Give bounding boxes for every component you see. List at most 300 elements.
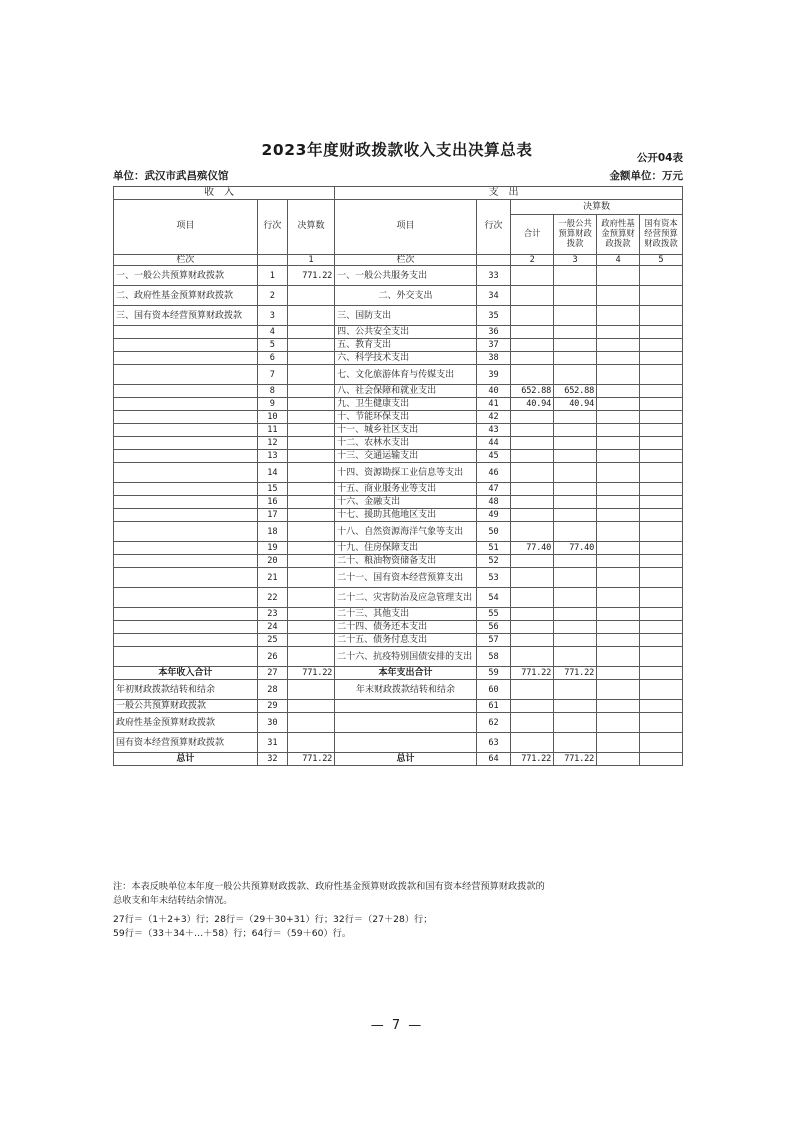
colno-income-rowno [257, 254, 287, 266]
income-item-cell [114, 509, 258, 522]
expenditure-total-cell [511, 424, 554, 437]
income-final-cell [287, 286, 334, 306]
income-final-cell [287, 568, 334, 588]
col-header-exp-state-capital: 国有资本经营预算财政拨款 [640, 214, 683, 254]
col-header-exp-gov-fund: 政府性基金预算财政拨款 [597, 214, 640, 254]
income-rowno-cell: 30 [257, 713, 287, 733]
table-row [114, 634, 683, 647]
expenditure-general-public-cell [554, 713, 597, 733]
income-final-cell: 771.22 [287, 266, 334, 286]
income-final-cell [287, 365, 334, 385]
income-item-cell: 三、国有资本经营预算财政拨款 [114, 306, 258, 326]
expenditure-gov-fund-cell [597, 483, 640, 496]
expenditure-item-cell: 二十一、国有资本经营预算支出 [335, 568, 477, 588]
expenditure-rowno-cell: 58 [476, 647, 510, 667]
expenditure-gov-fund-cell [597, 286, 640, 306]
expenditure-rowno-cell: 61 [476, 700, 510, 713]
expenditure-state-capital-cell [640, 509, 683, 522]
expenditure-general-public-cell [554, 733, 597, 753]
income-rowno-cell: 27 [257, 667, 287, 680]
expenditure-total-cell [511, 621, 554, 634]
income-rowno-cell: 20 [257, 555, 287, 568]
income-final-cell: 771.22 [287, 667, 334, 680]
expenditure-general-public-cell [554, 411, 597, 424]
expenditure-rowno-cell: 45 [476, 450, 510, 463]
table-row [114, 713, 683, 733]
expenditure-general-public-cell [554, 634, 597, 647]
table-row [114, 266, 683, 286]
income-item-cell [114, 450, 258, 463]
income-item-cell [114, 437, 258, 450]
expenditure-state-capital-cell [640, 306, 683, 326]
expenditure-total-cell [511, 713, 554, 733]
expenditure-item-cell: 十七、援助其他地区支出 [335, 509, 477, 522]
expenditure-item-cell: 二十六、抗疫特别国债安排的支出 [335, 647, 477, 667]
income-final-cell [287, 555, 334, 568]
expenditure-state-capital-cell [640, 522, 683, 542]
expenditure-total-cell [511, 522, 554, 542]
expenditure-general-public-cell [554, 680, 597, 700]
expenditure-rowno-cell: 40 [476, 385, 510, 398]
table-row [114, 621, 683, 634]
table-row [114, 522, 683, 542]
expenditure-rowno-cell: 47 [476, 483, 510, 496]
expenditure-item-cell: 二、外交支出 [335, 286, 477, 306]
expenditure-gov-fund-cell [597, 608, 640, 621]
table-row [114, 365, 683, 385]
expenditure-general-public-cell [554, 555, 597, 568]
expenditure-rowno-cell: 35 [476, 306, 510, 326]
table-row [114, 542, 683, 555]
expenditure-gov-fund-cell [597, 339, 640, 352]
expenditure-general-public-cell [554, 647, 597, 667]
expenditure-gov-fund-cell [597, 411, 640, 424]
income-final-cell [287, 437, 334, 450]
expenditure-rowno-cell: 36 [476, 326, 510, 339]
income-rowno-cell: 28 [257, 680, 287, 700]
expenditure-rowno-cell: 64 [476, 753, 510, 766]
income-final-cell [287, 621, 334, 634]
expenditure-state-capital-cell [640, 667, 683, 680]
table-row [114, 588, 683, 608]
income-rowno-cell: 12 [257, 437, 287, 450]
expenditure-total-cell [511, 483, 554, 496]
expenditure-rowno-cell: 57 [476, 634, 510, 647]
table-row [114, 568, 683, 588]
expenditure-state-capital-cell [640, 542, 683, 555]
expenditure-gov-fund-cell [597, 522, 640, 542]
expenditure-state-capital-cell [640, 483, 683, 496]
col-header-income-final: 决算数 [287, 199, 334, 254]
income-item-cell [114, 483, 258, 496]
expenditure-total-cell: 771.22 [511, 667, 554, 680]
expenditure-total-cell [511, 266, 554, 286]
expenditure-item-cell: 十三、交通运输支出 [335, 450, 477, 463]
col-header-exp-general-public: 一般公共预算财政拨款 [554, 214, 597, 254]
expenditure-state-capital-cell [640, 634, 683, 647]
income-item-cell [114, 647, 258, 667]
col-header-income-item: 项目 [114, 199, 258, 254]
expenditure-general-public-cell: 771.22 [554, 753, 597, 766]
expenditure-state-capital-cell [640, 496, 683, 509]
expenditure-general-public-cell [554, 352, 597, 365]
income-rowno-cell: 19 [257, 542, 287, 555]
income-item-cell [114, 522, 258, 542]
income-rowno-cell: 14 [257, 463, 287, 483]
expenditure-general-public-cell: 77.40 [554, 542, 597, 555]
expenditure-state-capital-cell [640, 463, 683, 483]
table-row [114, 667, 683, 680]
income-final-cell [287, 713, 334, 733]
expenditure-gov-fund-cell [597, 398, 640, 411]
column-number-row [114, 254, 683, 266]
table-row [114, 411, 683, 424]
income-final-cell [287, 542, 334, 555]
income-rowno-cell: 2 [257, 286, 287, 306]
footnote-formula-2: 59行＝（33＋34＋…＋58）行；64行＝（59＋60）行。 [113, 927, 352, 939]
unit-label: 单位：武汉市武昌殡仪馆 [113, 170, 229, 182]
income-final-cell [287, 483, 334, 496]
footnotes [113, 880, 691, 941]
expenditure-item-cell: 十、节能环保支出 [335, 411, 477, 424]
expenditure-state-capital-cell [640, 385, 683, 398]
income-item-cell [114, 634, 258, 647]
table-row [114, 352, 683, 365]
expenditure-general-public-cell [554, 621, 597, 634]
income-rowno-cell: 29 [257, 700, 287, 713]
expenditure-rowno-cell: 39 [476, 365, 510, 385]
expenditure-state-capital-cell [640, 450, 683, 463]
expenditure-gov-fund-cell [597, 555, 640, 568]
expenditure-item-cell: 四、公共安全支出 [335, 326, 477, 339]
expenditure-gov-fund-cell [597, 326, 640, 339]
income-rowno-cell: 18 [257, 522, 287, 542]
income-final-cell [287, 608, 334, 621]
expenditure-rowno-cell: 46 [476, 463, 510, 483]
income-final-cell [287, 385, 334, 398]
expenditure-state-capital-cell [640, 339, 683, 352]
expenditure-gov-fund-cell [597, 424, 640, 437]
expenditure-item-cell: 三、国防支出 [335, 306, 477, 326]
expenditure-item-cell: 二十三、其他支出 [335, 608, 477, 621]
expenditure-rowno-cell: 42 [476, 411, 510, 424]
income-item-cell: 总计 [114, 753, 258, 766]
expenditure-state-capital-cell [640, 286, 683, 306]
expenditure-total-cell [511, 496, 554, 509]
table-row [114, 555, 683, 568]
expenditure-state-capital-cell [640, 398, 683, 411]
colno-label-income: 栏次 [114, 254, 258, 266]
expenditure-general-public-cell [554, 326, 597, 339]
expenditure-gov-fund-cell [597, 568, 640, 588]
expenditure-item-cell [335, 700, 477, 713]
expenditure-rowno-cell: 37 [476, 339, 510, 352]
expenditure-item-cell: 九、卫生健康支出 [335, 398, 477, 411]
expenditure-total-cell [511, 634, 554, 647]
expenditure-state-capital-cell [640, 700, 683, 713]
income-rowno-cell: 5 [257, 339, 287, 352]
income-item-cell [114, 463, 258, 483]
expenditure-general-public-cell [554, 588, 597, 608]
income-item-cell [114, 542, 258, 555]
expenditure-general-public-cell [554, 463, 597, 483]
expenditure-item-cell: 十八、自然资源海洋气象等支出 [335, 522, 477, 542]
income-rowno-cell: 9 [257, 398, 287, 411]
table-row [114, 450, 683, 463]
expenditure-item-cell: 二十、粮油物资储备支出 [335, 555, 477, 568]
expenditure-total-cell [511, 411, 554, 424]
expenditure-gov-fund-cell [597, 463, 640, 483]
expenditure-total-cell [511, 326, 554, 339]
expenditure-item-cell: 二十四、债务还本支出 [335, 621, 477, 634]
expenditure-total-cell [511, 647, 554, 667]
expenditure-gov-fund-cell [597, 647, 640, 667]
income-rowno-cell: 15 [257, 483, 287, 496]
expenditure-gov-fund-cell [597, 306, 640, 326]
expenditure-general-public-cell [554, 509, 597, 522]
expenditure-total-cell [511, 588, 554, 608]
income-item-cell: 一般公共预算财政拨款 [114, 700, 258, 713]
col-header-income-rowno: 行次 [257, 199, 287, 254]
expenditure-total-cell [511, 608, 554, 621]
expenditure-total-cell [511, 306, 554, 326]
expenditure-total-cell [511, 509, 554, 522]
col-header-exp-item: 项目 [335, 199, 477, 254]
expenditure-gov-fund-cell [597, 621, 640, 634]
expenditure-state-capital-cell [640, 621, 683, 634]
income-final-cell [287, 339, 334, 352]
income-rowno-cell: 11 [257, 424, 287, 437]
expenditure-total-cell: 771.22 [511, 753, 554, 766]
expenditure-general-public-cell [554, 522, 597, 542]
expenditure-total-cell [511, 352, 554, 365]
expenditure-rowno-cell: 52 [476, 555, 510, 568]
expenditure-item-cell: 一、一般公共服务支出 [335, 266, 477, 286]
income-rowno-cell: 23 [257, 608, 287, 621]
expenditure-rowno-cell: 50 [476, 522, 510, 542]
income-item-cell [114, 424, 258, 437]
expenditure-state-capital-cell [640, 424, 683, 437]
banner-row [114, 187, 683, 200]
expenditure-item-cell: 十四、资源勘探工业信息等支出 [335, 463, 477, 483]
expenditure-state-capital-cell [640, 647, 683, 667]
income-rowno-cell: 16 [257, 496, 287, 509]
table-row [114, 385, 683, 398]
income-rowno-cell: 32 [257, 753, 287, 766]
expenditure-general-public-cell: 40.94 [554, 398, 597, 411]
expenditure-rowno-cell: 60 [476, 680, 510, 700]
expenditure-rowno-cell: 49 [476, 509, 510, 522]
form-code-label: 公开04表 [636, 152, 683, 164]
expenditure-rowno-cell: 55 [476, 608, 510, 621]
expenditure-general-public-cell [554, 437, 597, 450]
income-item-cell: 年初财政拨款结转和结余 [114, 680, 258, 700]
budget-summary-table [113, 186, 683, 766]
expenditure-gov-fund-cell [597, 385, 640, 398]
income-rowno-cell: 24 [257, 621, 287, 634]
expenditure-gov-fund-cell [597, 733, 640, 753]
expenditure-total-cell [511, 568, 554, 588]
expenditure-rowno-cell: 38 [476, 352, 510, 365]
expenditure-gov-fund-cell [597, 667, 640, 680]
income-item-cell: 政府性基金预算财政拨款 [114, 713, 258, 733]
income-final-cell [287, 588, 334, 608]
income-banner: 收入 [114, 187, 335, 200]
income-item-cell [114, 496, 258, 509]
income-final-cell [287, 496, 334, 509]
expenditure-total-cell: 652.88 [511, 385, 554, 398]
meta-row [113, 168, 683, 182]
income-item-cell [114, 365, 258, 385]
expenditure-general-public-cell [554, 266, 597, 286]
expenditure-general-public-cell: 652.88 [554, 385, 597, 398]
income-item-cell: 一、一般公共预算财政拨款 [114, 266, 258, 286]
income-final-cell [287, 463, 334, 483]
income-final-cell [287, 306, 334, 326]
income-final-cell [287, 634, 334, 647]
expenditure-item-cell: 本年支出合计 [335, 667, 477, 680]
table-row [114, 463, 683, 483]
page-number: — 7 — [370, 1018, 424, 1033]
expenditure-rowno-cell: 44 [476, 437, 510, 450]
colno-exp-gov-fund: 4 [597, 254, 640, 266]
table-row [114, 680, 683, 700]
expenditure-item-cell: 年末财政拨款结转和结余 [335, 680, 477, 700]
income-final-cell [287, 680, 334, 700]
income-rowno-cell: 10 [257, 411, 287, 424]
expenditure-gov-fund-cell [597, 509, 640, 522]
income-rowno-cell: 22 [257, 588, 287, 608]
expenditure-general-public-cell [554, 450, 597, 463]
colno-exp-total: 2 [511, 254, 554, 266]
expenditure-item-cell: 七、文化旅游体育与传媒支出 [335, 365, 477, 385]
income-item-cell: 二、政府性基金预算财政拨款 [114, 286, 258, 306]
table-row [114, 509, 683, 522]
income-item-cell [114, 588, 258, 608]
colno-exp-rowno [476, 254, 510, 266]
income-rowno-cell: 1 [257, 266, 287, 286]
expenditure-gov-fund-cell [597, 365, 640, 385]
expenditure-state-capital-cell [640, 326, 683, 339]
expenditure-gov-fund-cell [597, 680, 640, 700]
expenditure-gov-fund-cell [597, 713, 640, 733]
table-row [114, 700, 683, 713]
income-rowno-cell: 4 [257, 326, 287, 339]
expenditure-total-cell [511, 700, 554, 713]
expenditure-general-public-cell [554, 483, 597, 496]
expenditure-gov-fund-cell [597, 588, 640, 608]
expenditure-general-public-cell [554, 700, 597, 713]
income-item-cell [114, 568, 258, 588]
expenditure-state-capital-cell [640, 437, 683, 450]
expenditure-general-public-cell [554, 306, 597, 326]
colno-label-exp: 栏次 [335, 254, 477, 266]
expenditure-state-capital-cell [640, 266, 683, 286]
expenditure-total-cell [511, 450, 554, 463]
income-item-cell [114, 326, 258, 339]
table-row [114, 437, 683, 450]
table-row [114, 608, 683, 621]
income-final-cell [287, 522, 334, 542]
expenditure-total-cell [511, 463, 554, 483]
col-header-exp-final-group: 决算数 [511, 199, 683, 214]
expenditure-rowno-cell: 53 [476, 568, 510, 588]
expenditure-state-capital-cell [640, 555, 683, 568]
page-title: 2023年度财政拨款收入支出决算总表 [261, 141, 533, 159]
income-final-cell [287, 450, 334, 463]
income-rowno-cell: 31 [257, 733, 287, 753]
expenditure-state-capital-cell [640, 733, 683, 753]
expenditure-rowno-cell: 43 [476, 424, 510, 437]
table-row [114, 733, 683, 753]
expenditure-total-cell: 77.40 [511, 542, 554, 555]
expenditure-item-cell: 总计 [335, 753, 477, 766]
expenditure-general-public-cell [554, 365, 597, 385]
expenditure-gov-fund-cell [597, 266, 640, 286]
col-header-exp-total: 合计 [511, 214, 554, 254]
income-rowno-cell: 26 [257, 647, 287, 667]
expenditure-total-cell [511, 555, 554, 568]
expenditure-total-cell [511, 680, 554, 700]
expenditure-general-public-cell [554, 424, 597, 437]
expenditure-item-cell: 十二、农林水支出 [335, 437, 477, 450]
income-final-cell [287, 352, 334, 365]
expenditure-item-cell [335, 713, 477, 733]
footnote-line-2: 总收支和年末结转结余情况。 [113, 895, 233, 907]
income-final-cell [287, 398, 334, 411]
expenditure-gov-fund-cell [597, 496, 640, 509]
expenditure-gov-fund-cell [597, 700, 640, 713]
expenditure-rowno-cell: 63 [476, 733, 510, 753]
expenditure-item-cell: 十六、金融支出 [335, 496, 477, 509]
expenditure-state-capital-cell [640, 411, 683, 424]
income-rowno-cell: 8 [257, 385, 287, 398]
table-row [114, 339, 683, 352]
income-item-cell [114, 608, 258, 621]
expenditure-item-cell: 十五、商业服务业等支出 [335, 483, 477, 496]
expenditure-state-capital-cell [640, 568, 683, 588]
expenditure-general-public-cell [554, 568, 597, 588]
expenditure-general-public-cell [554, 608, 597, 621]
expenditure-state-capital-cell [640, 365, 683, 385]
expenditure-total-cell [511, 286, 554, 306]
income-item-cell: 本年收入合计 [114, 667, 258, 680]
expenditure-rowno-cell: 59 [476, 667, 510, 680]
expenditure-total-cell [511, 437, 554, 450]
expenditure-rowno-cell: 54 [476, 588, 510, 608]
table-row [114, 326, 683, 339]
expenditure-item-cell: 十九、住房保障支出 [335, 542, 477, 555]
income-item-cell [114, 411, 258, 424]
expenditure-state-capital-cell [640, 713, 683, 733]
table-row [114, 306, 683, 326]
expenditure-item-cell: 八、社会保障和就业支出 [335, 385, 477, 398]
income-item-cell [114, 339, 258, 352]
income-rowno-cell: 21 [257, 568, 287, 588]
table-row [114, 483, 683, 496]
income-final-cell [287, 700, 334, 713]
amount-unit-label: 金额单位：万元 [609, 170, 683, 182]
expenditure-rowno-cell: 48 [476, 496, 510, 509]
expenditure-state-capital-cell [640, 588, 683, 608]
expenditure-total-cell: 40.94 [511, 398, 554, 411]
expenditure-rowno-cell: 56 [476, 621, 510, 634]
expenditure-item-cell: 二十五、债务付息支出 [335, 634, 477, 647]
expenditure-general-public-cell [554, 286, 597, 306]
expenditure-state-capital-cell [640, 753, 683, 766]
expenditure-rowno-cell: 34 [476, 286, 510, 306]
income-final-cell [287, 733, 334, 753]
